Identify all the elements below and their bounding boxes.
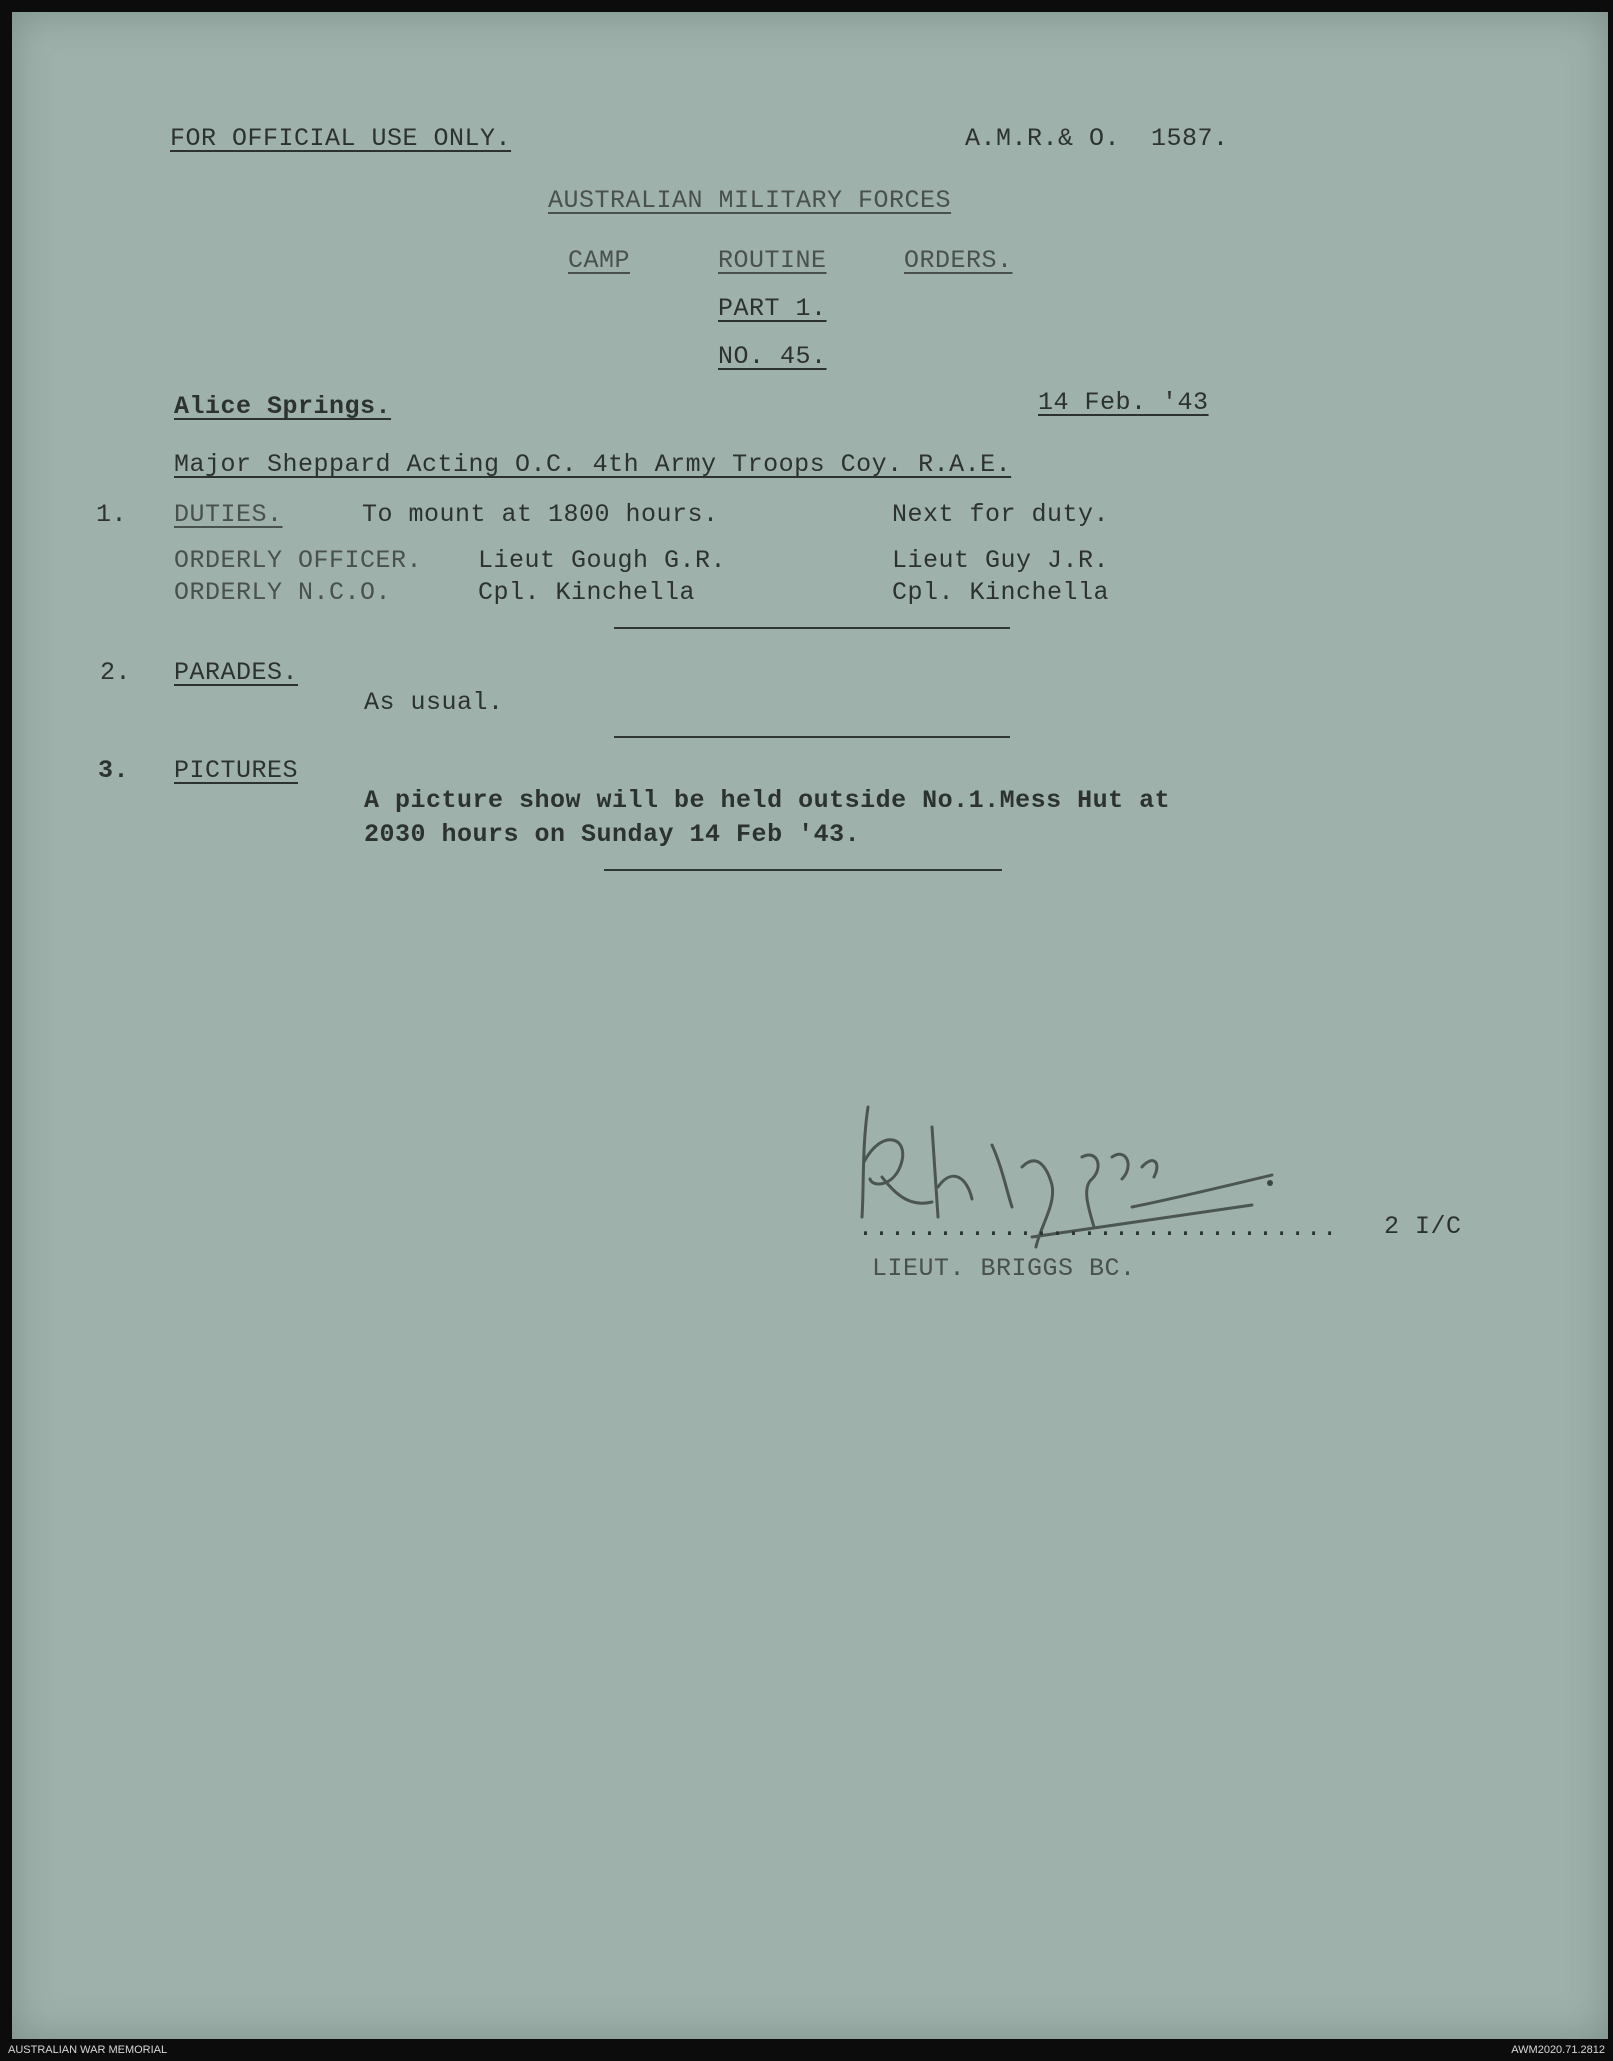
section-divider [614, 627, 1010, 629]
duty-now: Lieut Gough G.R. [478, 546, 727, 575]
item-number: 3. [98, 756, 130, 785]
duty-next: Lieut Guy J.R. [892, 546, 1110, 575]
pictures-text-line1: A picture show will be held outside No.1.Mess Hut at [364, 786, 1171, 815]
section-divider [604, 869, 1002, 871]
place-name: Alice Springs. [174, 392, 392, 421]
footer-left-label: AUSTRALIAN WAR MEMORIAL [8, 2044, 168, 2056]
commander-line: Major Sheppard Acting O.C. 4th Army Troops Coy. R.A.E. [174, 450, 1012, 479]
parades-text: As usual. [364, 688, 504, 717]
duty-now: Cpl. Kinchella [478, 578, 696, 607]
item-heading-parades: PARADES. [174, 658, 299, 687]
title-orders: ORDERS. [904, 246, 1013, 275]
duty-next: Cpl. Kinchella [892, 578, 1110, 607]
duties-next-header: Next for duty. [892, 500, 1110, 529]
title-camp: CAMP [568, 246, 631, 275]
item-number: 1. [96, 500, 128, 529]
classification-heading: FOR OFFICIAL USE ONLY. [170, 124, 512, 153]
signature-role: 2 I/C [1384, 1212, 1462, 1241]
document-page [12, 12, 1608, 2039]
pictures-text-line2: 2030 hours on Sunday 14 Feb '43. [364, 820, 861, 849]
forces-title: AUSTRALIAN MILITARY FORCES [548, 186, 952, 215]
reference-number: A.M.R.& O. 1587. [965, 124, 1229, 153]
section-divider [614, 736, 1010, 738]
item-number: 2. [100, 658, 132, 687]
part-number: PART 1. [718, 294, 827, 323]
order-number: NO. 45. [718, 342, 827, 371]
footer-right-label: AWM2020.71.2812 [1511, 2044, 1605, 2056]
title-routine: ROUTINE [718, 246, 827, 275]
item-heading-duties: DUTIES. [174, 500, 283, 529]
duty-role: ORDERLY N.C.O. [174, 578, 392, 607]
signature-dotted-line: .............................. [858, 1214, 1339, 1243]
item-heading-pictures: PICTURES [174, 756, 299, 785]
order-date: 14 Feb. '43 [1038, 388, 1209, 417]
signature-name: LIEUT. BRIGGS BC. [872, 1254, 1136, 1283]
duties-now-header: To mount at 1800 hours. [362, 500, 719, 529]
duty-role: ORDERLY OFFICER. [174, 546, 423, 575]
